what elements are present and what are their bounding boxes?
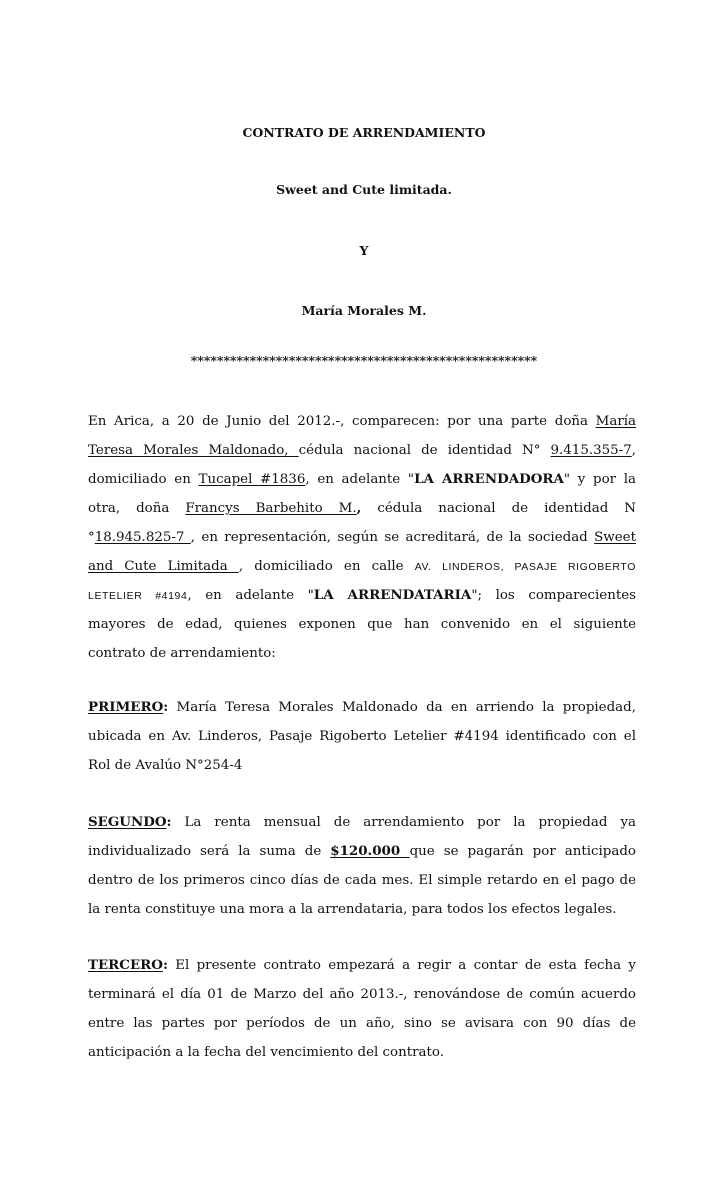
segundo-line-2: individualizado será la suma de $120.000 que se pagarán por anticipado (88, 843, 636, 859)
tercero-line-4: anticipación a la fecha del vencimiento del contrato. (88, 1045, 444, 1060)
clause-segundo (88, 808, 636, 924)
company-reference: and Cute Limitada (88, 559, 239, 574)
lessee-name: Francys Barbehito M. (185, 501, 357, 516)
intro-line-6: and Cute Limitada , domiciliado en calle AV. LINDEROS, PASAJE RIGOBERTO (88, 559, 636, 574)
lessor-role: LA ARRENDADORA (414, 471, 564, 487)
lessor-name: Teresa Morales Maldonado, (88, 443, 299, 458)
clause-heading: SEGUNDO (88, 814, 167, 830)
lessor-id: 9.415.355-7 (550, 443, 632, 458)
segundo-line-3: dentro de los primeros cinco días de cada mes. El simple retardo en el pago de (88, 873, 636, 888)
separator-line: ***************************************************** (190, 353, 538, 368)
intro-line-3: domiciliado en Tucapel #1836, en adelante "LA ARRENDADORA" y por la (88, 471, 637, 487)
tercero-line-1: TERCERO: El presente contrato empezará a regir a contar de esta fecha y (88, 957, 636, 973)
person-name: María Morales M. (301, 303, 427, 318)
intro-paragraph (88, 407, 636, 668)
segundo-line-1: SEGUNDO: La renta mensual de arrendamiento por la propiedad ya (88, 814, 636, 830)
lessee-role: LA ARRENDATARIA (313, 587, 472, 603)
lessor-address: Tucapel #1836 (198, 472, 306, 487)
clause-primero (88, 693, 636, 780)
document-title: CONTRATO DE ARRENDAMIENTO (242, 125, 486, 140)
conjunction: Y (359, 243, 369, 258)
segundo-line-4: la renta constituye una mora a la arrendataria, para todos los efectos legales. (88, 902, 617, 917)
intro-line-5: °18.945.825-7 , en representación, según se acreditará, de la sociedad Sweet (88, 530, 636, 545)
intro-line-4: otra, doña Francys Barbehito M., cédula nacional de identidad N (88, 500, 636, 516)
intro-line-2: Teresa Morales Maldonado, cédula nacional de identidad N° 9.415.355-7, (88, 443, 636, 458)
clause-heading: PRIMERO (88, 699, 164, 715)
lessee-address: AV. LINDEROS, PASAJE RIGOBERTO (414, 561, 636, 573)
primero-line-1: PRIMERO: María Teresa Morales Maldonado da en arriendo la propiedad, (88, 699, 636, 715)
tercero-line-2: terminará el día 01 de Marzo del año 2013.-, renovándose de común acuerdo (88, 987, 636, 1002)
lessor-first-name: María (595, 414, 636, 429)
company-name: Sweet and Cute limitada. (276, 182, 452, 197)
intro-line-8: mayores de edad, quienes exponen que han convenido en el siguiente (88, 617, 636, 632)
tercero-line-3: entre las partes por períodos de un año, sino se avisara con 90 días de (88, 1016, 636, 1031)
lessee-id: 18.945.825-7 (94, 530, 191, 545)
primero-line-3: Rol de Avalúo N°254-4 (88, 758, 243, 773)
rent-amount: $120.000 (330, 843, 410, 859)
clause-heading: TERCERO (88, 957, 163, 973)
intro-line-1: En Arica, a 20 de Junio del 2012.-, comparecen: por una parte doña María (88, 414, 636, 429)
clause-tercero (88, 951, 636, 1067)
primero-line-2: ubicada en Av. Linderos, Pasaje Rigoberto Letelier #4194 identificado con el (88, 729, 636, 744)
intro-line-7: LETELIER #4194, en adelante "LA ARRENDATARIA"; los comparecientes (88, 587, 636, 603)
intro-line-9: contrato de arrendamiento: (88, 646, 276, 661)
